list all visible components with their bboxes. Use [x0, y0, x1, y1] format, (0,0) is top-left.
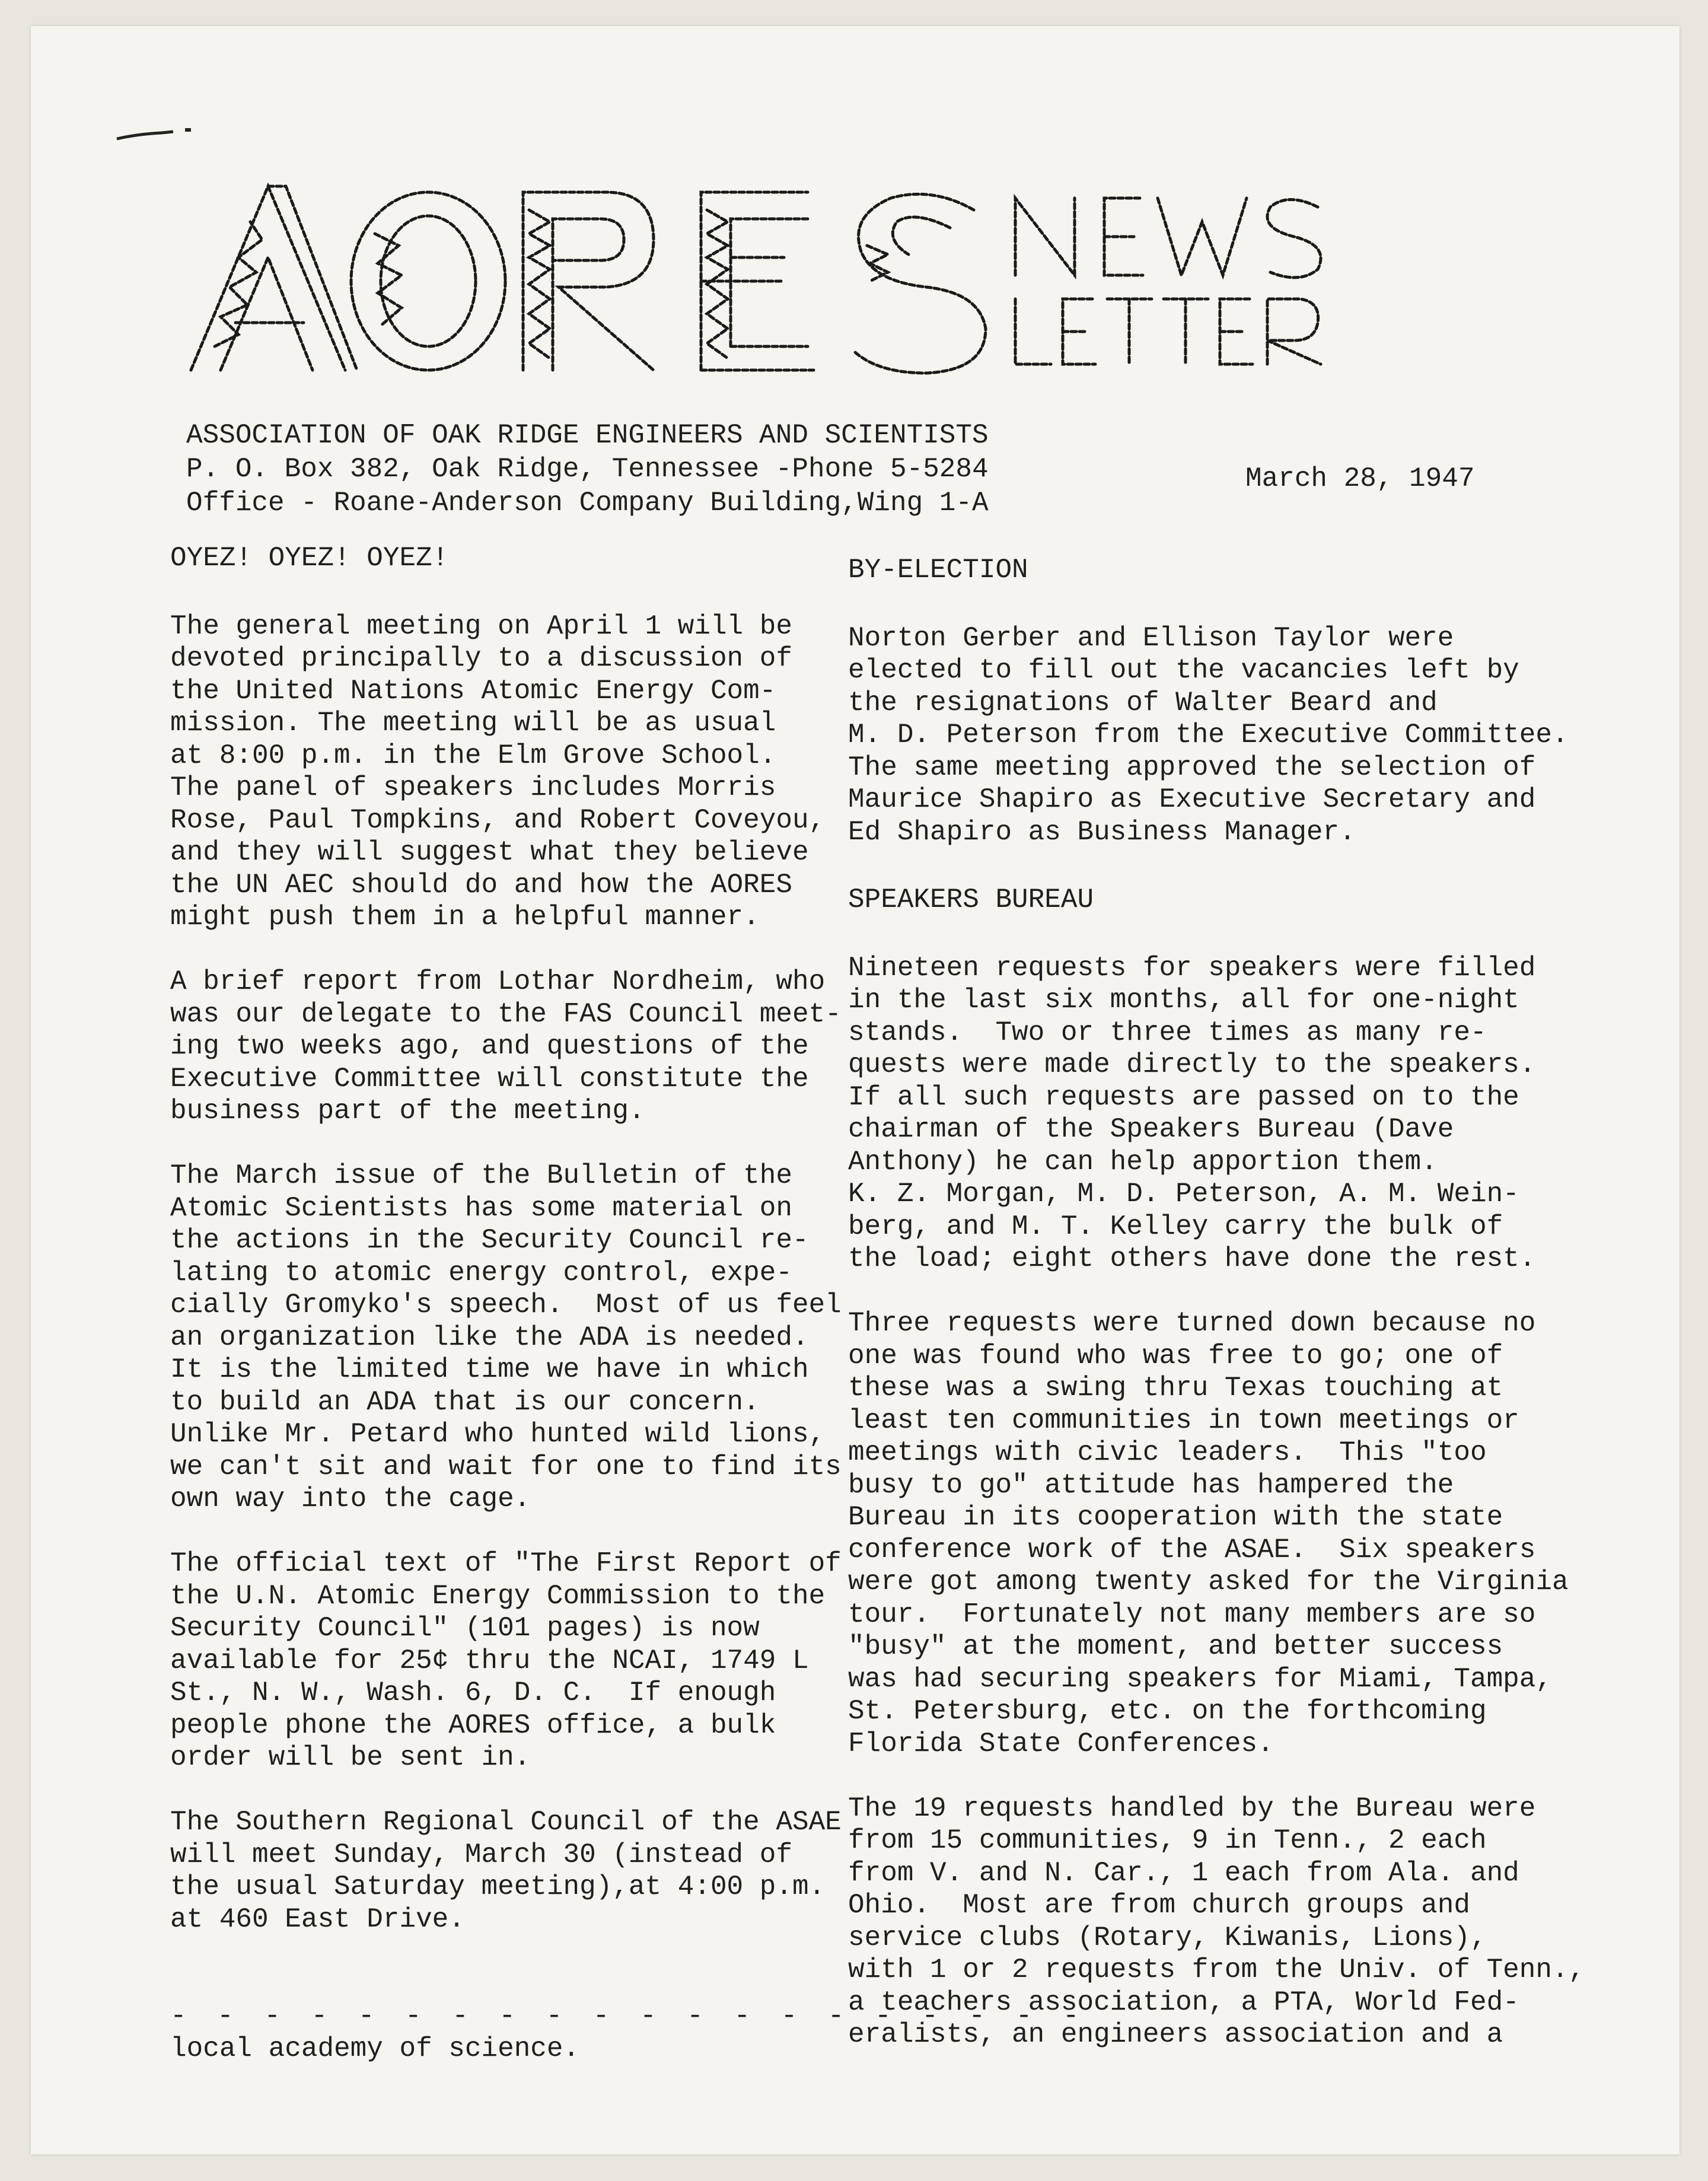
dashed-separator: - - - - - - - - - - - - - - - - - - - -: [170, 2001, 1086, 2032]
issue-date: March 28, 1947: [1245, 463, 1475, 494]
turned-down-paragraph: Three requests were turned down because no one was found who was free to go; one of these was a swing thru Texas touching at least ten communities in town meetings or meetings with civic leaders. This "too busy to go" attitude has hampered the Bureau in its cooperation with the state conference work of the ASAE. Six speakers were got among twenty asked for the Virginia tour. Fortunately not many members are so "busy" at the moment, and better success was had securing speakers for Miami, Tampa, St. Petersburg, etc. on the forthcoming Florida State Conferences.: [848, 1308, 1569, 1759]
nordheim-report-paragraph: A brief report from Lothar Nordheim, who was our delegate to the FAS Council meet- ing two weeks ago, and questions of the Executive Committee will constitute the business part of the meeting.: [170, 966, 842, 1126]
speakers-requests-paragraph: Nineteen requests for speakers were filled in the last six months, all for one-night stands. Two or three times as many re- quests were made directly to the speakers. If all such requests are passed on to the chairman of the Speakers Bureau (Dave Anthony) he can help apportion them. K. Z. Morgan, M. D. Peterson, A. M. Wein- berg, and M. T. Kelley carry the bulk of the load; eight others have done the rest.: [848, 952, 1536, 1274]
bulletin-paragraph: The March issue of the Bulletin of the Atomic Scientists has some material on the actions in the Security Council re- lating to atomic energy control, expe- cially Gromyko's speech. Most of us feel an organization like the ADA is needed. It is the limited time we have in which to build an ADA that is our concern. Unlike Mr. Petard who hunted wild lions, we can't sit and wait for one to find its own way into the cage.: [170, 1160, 842, 1514]
org-address: P. O. Box 382, Oak Ridge, Tennessee -Phone 5-5284: [186, 454, 989, 485]
right-column: [848, 554, 1619, 2051]
org-name: ASSOCIATION OF OAK RIDGE ENGINEERS AND SCIENTISTS: [186, 420, 989, 451]
masthead-logo: [179, 174, 1543, 382]
aores-newsletter-logo: [179, 174, 1543, 382]
un-report-paragraph: The official text of "The First Report of the U.N. Atomic Energy Commission to the Security Council" (101 pages) is now available for 25¢ thru the NCAI, 1749 L St., N. W., Wash. 6, D. C. If enough people phone the AORES office, a bulk order will be sent in.: [170, 1548, 842, 1773]
by-election-paragraph: Norton Gerber and Ellison Taylor were elected to fill out the vacancies left by the resignations of Walter Beard and M. D. Peterson from the Executive Committee. The same meeting approved the selection of Maurice Shapiro as Executive Secretary and Ed Shapiro as Business Manager.: [848, 622, 1569, 848]
org-office: Office - Roane-Anderson Company Building,Wing 1-A: [186, 488, 989, 518]
speakers-bureau-heading: SPEAKERS BUREAU: [848, 884, 1094, 915]
newsletter-page: [31, 26, 1680, 2154]
general-meeting-paragraph: The general meeting on April 1 will be devoted principally to a discussion of the United Nations Atomic Energy Com- mission. The meeting will be as usual at 8:00 p.m. in the Elm Grove School. The panel of speakers includes Morris Rose, Paul Tompkins, and Robert Coveyou, and they will suggest what they believe the UN AEC should do and how the AORES might push them in a helpful manner.: [170, 610, 826, 932]
by-election-heading: BY-ELECTION: [848, 555, 1028, 585]
regional-council-paragraph: The Southern Regional Council of the ASAE will meet Sunday, March 30 (instead of the usual Saturday meeting),at 4:00 p.m. at 460 East Drive.: [170, 1807, 842, 1935]
requests-handled-paragraph: The 19 requests handled by the Bureau were from 15 communities, 9 in Tenn., 2 each from V. and N. Car., 1 each from Ala. and Ohio. Most are from church groups and service clubs (Rotary, Kiwanis, Lions), with 1 or 2 requests from the Univ. of Tenn., a teachers association, a PTA, World Fed- eralists, an engineers association and a: [848, 1792, 1585, 2050]
stray-ink-mark: [114, 121, 203, 145]
footer-note: local academy of science.: [170, 2033, 580, 2064]
org-header: [186, 419, 989, 520]
oyez-heading: OYEZ! OYEZ! OYEZ!: [170, 543, 449, 574]
